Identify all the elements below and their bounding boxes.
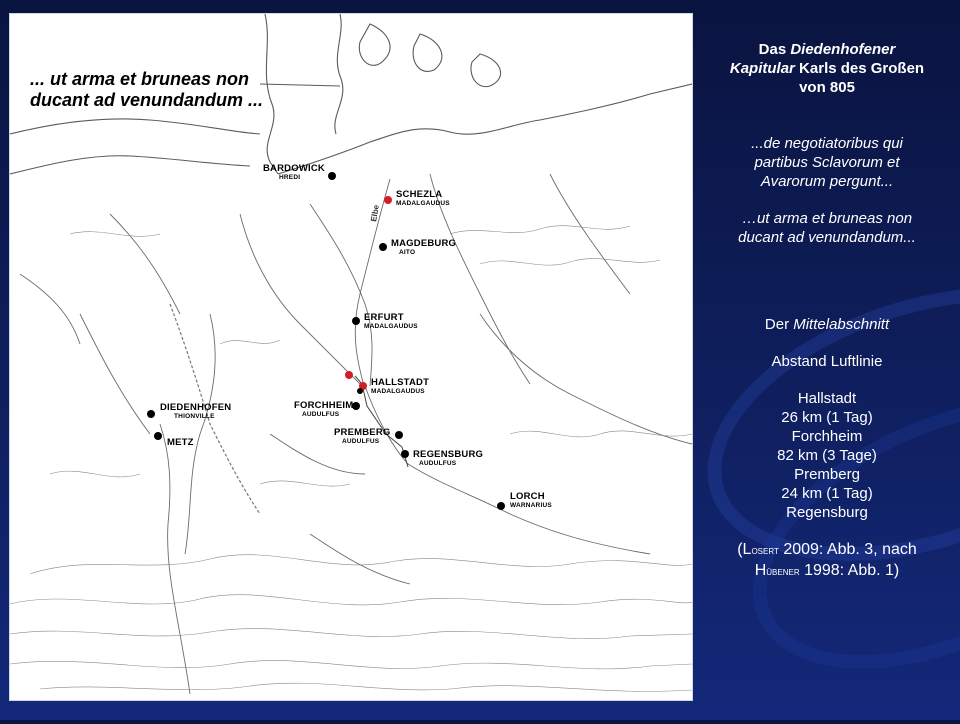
- label-erfurt: ERFURT MADALGAUDUS: [364, 312, 418, 330]
- label-magdeburg: MAGDEBURG AITO: [391, 238, 457, 256]
- itinerary-distance: 26 km (1 Tag): [781, 409, 873, 426]
- map-image: [9, 13, 693, 701]
- dot-bardowick: [328, 172, 336, 180]
- map-quote-line-2: ducant ad venundandum ...: [30, 90, 264, 110]
- label-schezla: SCHEZLA MADALGAUDUS: [396, 189, 450, 207]
- label-hallstadt: HALLSTADT MADALGAUDUS: [371, 377, 430, 395]
- itinerary-place: Premberg: [794, 466, 860, 483]
- dot-red-extra: [345, 371, 353, 379]
- river-label: Elbe: [369, 204, 381, 223]
- dot-lorch: [497, 502, 505, 510]
- label-forchheim: FORCHHEIM AUDULFUS: [294, 400, 354, 418]
- label-lorch: LORCH WARNARIUS: [510, 491, 552, 509]
- itinerary-distance: 82 km (3 Tage): [777, 447, 877, 464]
- dot-metz: [154, 432, 162, 440]
- dot-premberg: [395, 431, 403, 439]
- section-heading: Der Mittelabschnitt: [764, 316, 890, 333]
- dot-diedenhofen: [147, 410, 155, 418]
- label-premberg: PREMBERG AUDULFUS: [334, 427, 391, 445]
- dot-hallstadt-2: [357, 388, 363, 394]
- map-quote-line-1: ... ut arma et bruneas non: [30, 69, 250, 89]
- itinerary: [694, 389, 960, 522]
- label-metz: METZ: [167, 437, 194, 448]
- text-panel: [694, 40, 960, 582]
- dot-erfurt: [352, 317, 360, 325]
- itinerary-distance: 24 km (1 Tag): [781, 485, 873, 502]
- dot-regensburg: [401, 450, 409, 458]
- itinerary-place: Regensburg: [786, 504, 868, 521]
- label-bardowick: BARDOWICK HREDI: [263, 163, 325, 181]
- map-drawing: [10, 14, 692, 700]
- dot-schezla: [384, 196, 392, 204]
- latin-quote-1: ...de negotiatoribus qui partibus Sclavorum et Avarorum pergunt...: [751, 135, 903, 190]
- itinerary-place: Hallstadt: [797, 390, 857, 407]
- itinerary-place: Forchheim: [791, 428, 863, 445]
- label-regensburg: REGENSBURG AUDULFUS: [413, 449, 484, 467]
- distance-heading: Abstand Luftlinie: [771, 353, 883, 370]
- terrain-lines: [10, 226, 692, 692]
- dot-magdeburg: [379, 243, 387, 251]
- citation: (Losert 2009: Abb. 3, nach Hübener 1998: Abb. 1): [737, 541, 917, 579]
- label-diedenhofen: DIEDENHOFEN THIONVILLE: [160, 402, 232, 420]
- panel-title: Das Diedenhofener Kapitular Karls des Großen von 805: [729, 41, 925, 96]
- map-quote: [30, 69, 263, 111]
- latin-quote-2: …ut arma et bruneas non ducant ad venundandum...: [738, 210, 916, 246]
